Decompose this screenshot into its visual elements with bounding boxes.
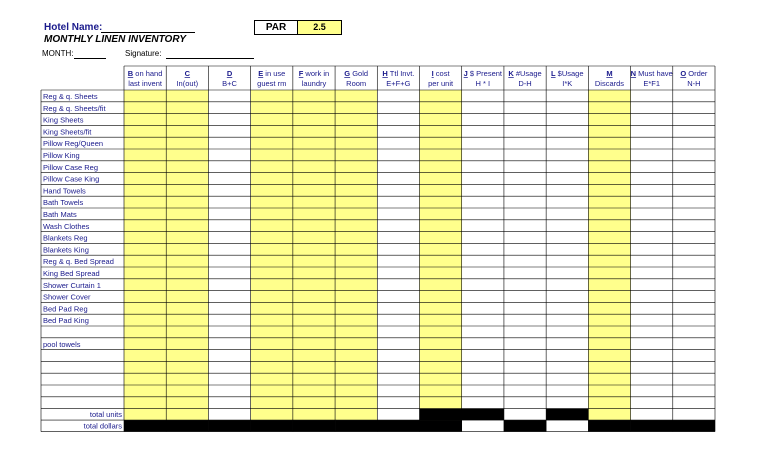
column-subheader-m: Discards bbox=[594, 79, 625, 88]
item-label: Blankets Reg bbox=[43, 233, 88, 243]
total-dollars-black-cell bbox=[251, 420, 293, 432]
column-subheader-l: I*K bbox=[562, 79, 573, 88]
item-label: Hand Towels bbox=[43, 186, 86, 196]
column-header-d: D bbox=[226, 69, 233, 78]
item-label: Reg & q. Bed Spread bbox=[43, 257, 114, 267]
column-header-b: B on hand bbox=[127, 69, 163, 78]
item-label: Pillow Reg/Queen bbox=[43, 139, 104, 149]
column-subheader-n: E*F1 bbox=[643, 79, 661, 88]
item-label: Reg & q. Sheets bbox=[43, 92, 98, 101]
item-label: pool towels bbox=[43, 339, 81, 349]
item-label: King Sheets bbox=[43, 115, 84, 125]
item-label: Pillow Case King bbox=[43, 174, 100, 184]
item-label: Shower Curtain 1 bbox=[43, 280, 101, 290]
item-label: Bath Mats bbox=[43, 210, 77, 219]
column-subheader-i: per unit bbox=[428, 79, 454, 88]
item-label: Bath Towels bbox=[43, 198, 84, 208]
total-dollars-black-cell bbox=[166, 420, 208, 432]
total-dollars-black-cell bbox=[293, 420, 335, 432]
column-header-j: J $ Present bbox=[463, 69, 503, 78]
column-subheader-g: Room bbox=[346, 79, 367, 88]
column-header-f: F work in bbox=[298, 69, 330, 78]
column-subheader-b: last invent bbox=[128, 79, 162, 88]
month-label: MONTH: bbox=[42, 49, 74, 58]
item-label: Pillow Case Reg bbox=[43, 162, 99, 172]
total-units-black-cell bbox=[462, 409, 504, 421]
par-label: PAR bbox=[254, 20, 298, 35]
item-label: Bed Pad Reg bbox=[43, 304, 88, 314]
total-dollars-black-cell bbox=[377, 420, 419, 432]
total-dollars-black-cell bbox=[673, 420, 715, 432]
column-subheader-d: B+C bbox=[222, 79, 237, 88]
hotel-name-label: Hotel Name: bbox=[44, 22, 103, 33]
column-header-k: K #Usage bbox=[508, 69, 542, 78]
par-value[interactable]: 2.5 bbox=[297, 20, 342, 35]
column-subheader-e: guest rm bbox=[257, 79, 287, 88]
column-subheader-h: E+F+G bbox=[386, 79, 411, 88]
column-subheader-k: D-H bbox=[518, 79, 532, 88]
total-dollars-black-cell bbox=[504, 420, 546, 432]
column-header-c: C bbox=[184, 69, 191, 78]
page-title: MONTHLY LINEN INVENTORY bbox=[44, 34, 187, 45]
total-units-label: total units bbox=[89, 410, 122, 420]
total-dollars-label: total dollars bbox=[83, 421, 122, 431]
column-header-m: M bbox=[606, 69, 613, 78]
item-label: King Bed Spread bbox=[43, 269, 100, 278]
column-header-g: G Gold bbox=[344, 69, 369, 78]
total-dollars-black-cell bbox=[124, 420, 166, 432]
total-units-black-cell bbox=[420, 409, 462, 421]
column-subheader-f: laundry bbox=[301, 79, 327, 88]
column-subheader-j: H * I bbox=[475, 79, 491, 88]
column-header-l: L $Usage bbox=[550, 69, 584, 78]
total-dollars-black-cell bbox=[335, 420, 377, 432]
item-label: Wash Clothes bbox=[43, 221, 90, 231]
item-label: Pillow King bbox=[43, 151, 80, 160]
column-header-o: O Order bbox=[680, 69, 708, 78]
column-header-h: H Ttl Invt. bbox=[382, 69, 415, 78]
item-label: Bed Pad King bbox=[43, 316, 89, 326]
column-header-n: N Must have bbox=[630, 69, 673, 78]
item-label: Shower Cover bbox=[43, 292, 91, 302]
column-subheader-o: N-H bbox=[687, 79, 701, 88]
total-units-black-cell bbox=[546, 409, 588, 421]
item-label: Blankets King bbox=[43, 245, 89, 255]
item-label: Reg & q. Sheets/fit bbox=[43, 103, 106, 113]
total-dollars-black-cell bbox=[208, 420, 250, 432]
signature-label: Signature: bbox=[125, 49, 162, 58]
column-subheader-c: In(out) bbox=[176, 79, 199, 88]
total-dollars-black-cell bbox=[420, 420, 462, 432]
column-header-i: I cost bbox=[431, 69, 450, 78]
total-dollars-black-cell bbox=[631, 420, 673, 432]
item-label: King Sheets/fit bbox=[43, 127, 92, 137]
total-dollars-black-cell bbox=[588, 420, 630, 432]
column-header-e: E in use bbox=[258, 69, 286, 78]
